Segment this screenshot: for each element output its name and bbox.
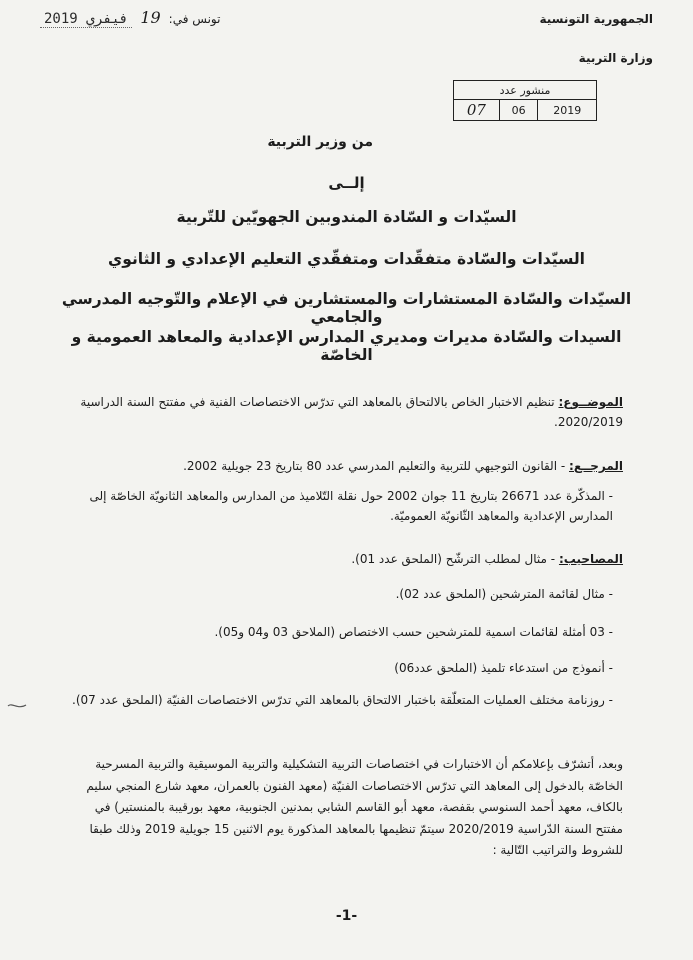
subject-text: تنظيم الاختبار الخاص بالالتحاق بالمعاهد التي تدرّس الاختصاصات الفنية في مفتتح السنة الدراسية 2020/2019. bbox=[80, 395, 623, 430]
date-stamp bbox=[40, 8, 220, 28]
republic-name: الجمهورية التونسية bbox=[539, 12, 653, 26]
addressee-line: السيّدات والسّادة متفقّدات ومتفقّدي التعليم الإعدادي و الثانوي bbox=[108, 250, 585, 268]
circular-year: 2019 bbox=[538, 100, 597, 121]
reference-text: - القانون التوجيهي للتربية والتعليم المدرسي عدد 80 بتاريخ 23 جويلية 2002. bbox=[183, 459, 566, 473]
margin-mark bbox=[6, 700, 28, 712]
page-number: -1- bbox=[335, 908, 358, 924]
main-paragraph: وبعد، أتشرّف بإعلامكم أن الاختبارات في اختصاصات التربية التشكيلية والتربية الموسيقية والتربية المسرحية الخاصّة بالدخول إلى المعاهد التي تدرّس الاختصاصات الفنيّة (معهد الفنون بالعمران، معهد شارع المنجي سليم بالكاف، معهد أحمد السنوسي بقفصة، معهد أبو القاسم الشابي بمدنين الجنوبية، معهد بورقيبة بالمنستير) في مفتتح السنة الدّراسية 2020/2019 سيتمّ تنظيمها بالمعاهد المذكورة يوم الاثنين 15 جويلية 2019 وذلك طبقا للشروط والتراتيب التّالية : bbox=[86, 757, 623, 858]
subject-paragraph bbox=[66, 392, 623, 433]
attachment-item: - أنموذج من استدعاء تلميذ (الملحق عدد06) bbox=[394, 661, 613, 675]
reference-item bbox=[66, 456, 623, 476]
attachment-item: - مثال لقائمة المترشحين (الملحق عدد 02). bbox=[395, 587, 613, 601]
addressee-line: السيدات والسّادة مديرات ومديري المدارس الإعدادية والمعاهد العمومية و الخاصّة bbox=[71, 328, 622, 364]
letterhead bbox=[539, 12, 653, 66]
addressee-line: السيّدات و السّادة المندوبين الجهويّين للتّربية bbox=[176, 208, 517, 226]
circular-box-title: منشور عدد bbox=[454, 81, 597, 100]
circular-number: 07 bbox=[454, 100, 500, 121]
addressee-line: السيّدات والسّادة المستشارات والمستشارين في الإعلام والتّوجيه المدرسي والجامعي bbox=[61, 290, 632, 326]
attachment-text: - مثال لمطلب الترشّح (الملحق عدد 01). bbox=[351, 552, 556, 566]
attachments-label: المصاحيب: bbox=[558, 552, 623, 566]
attachment-item: - 03 أمثلة لقائمات اسمية للمترشحين حسب الاختصاص (الملاحق 03 و04 و05). bbox=[214, 625, 613, 639]
attachment-item: - روزنامة مختلف العمليات المتعلّقة باختبار الالتحاق بالمعاهد التي تدرّس الاختصاصات الفنيّة (الملحق عدد 07). bbox=[72, 693, 613, 707]
date-stamp-value: 2019 فيفري bbox=[40, 11, 132, 28]
city-label: تونس في: bbox=[168, 12, 221, 26]
subject-label: الموضــوع: bbox=[558, 395, 623, 409]
attachment-item bbox=[66, 549, 623, 569]
date-handwritten: 19 bbox=[140, 8, 161, 27]
sender: من وزير التربية bbox=[267, 134, 373, 150]
reference-item: - المذكّرة عدد 26671 بتاريخ 11 جوان 2002 حول نقلة التّلاميذ من المدارس والمعاهد الثانويّة الخاصّة إلى المدارس الإعدادية والمعاهد الثّانويّة العموميّة. bbox=[89, 489, 613, 524]
ministry-name: وزارة التربية bbox=[578, 51, 653, 65]
circular-number-box bbox=[453, 80, 597, 121]
circular-month: 06 bbox=[499, 100, 538, 121]
reference-label: المرجــع: bbox=[569, 459, 623, 473]
recipient-heading: إلــى bbox=[328, 174, 365, 192]
